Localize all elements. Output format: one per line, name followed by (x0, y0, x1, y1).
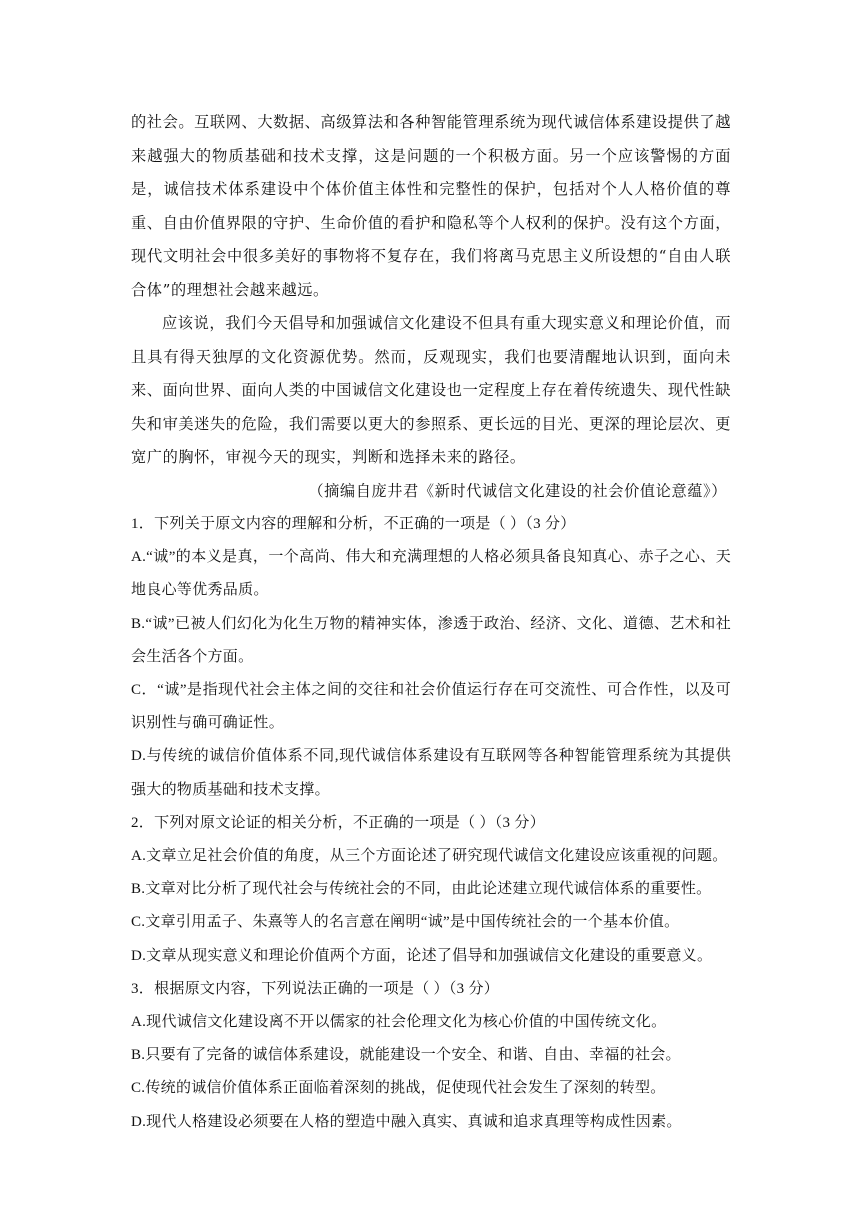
passage-paragraph-2: 应该说，我们今天倡导和加强诚信文化建设不但具有重大现实意义和理论价值，而且具有得天独厚的文化资源优势。然而，反观现实，我们也要清醒地认识到，面向未来、面向世界、面向人类的中国诚信文化建设也一定程度上存在着传统遗失、现代性缺失和审美迷失的危险，我们需要以更大的参照系、更长远的目光、更深的理论层次、更宽广的胸怀，审视今天的现实，判断和选择未来的路径。 (131, 314, 731, 466)
option-d: D.文章从现实意义和理论价值两个方面，论述了倡导和加强诚信文化建设的重要意义。 (131, 947, 713, 964)
option-c: C.传统的诚信价值体系正面临着深刻的挑战，促使现代社会发生了深刻的转型。 (131, 1080, 666, 1097)
option-d: D.与传统的诚信价值体系不同,现代诚信体系建设有互联网等各种智能管理系统为其提供强大的物质基础和技术支撑。 (131, 748, 731, 798)
question-1 (131, 508, 731, 807)
option-b: B.文章对比分析了现代社会与传统社会的不同，由此论述建立现代诚信体系的重要性。 (131, 881, 712, 898)
option-d: D.现代人格建设必须要在人格的塑造中融入真实、真诚和追求真理等构成性因素。 (131, 1113, 682, 1130)
question-3 (131, 973, 731, 1139)
question-stem: 1．下列关于原文内容的理解和分析，不正确的一项是（ ）（3 分） (131, 516, 576, 532)
document-page (131, 106, 731, 1139)
option-a: A.“诚”的本义是真，一个高尚、伟大和充满理想的人格必须具备良知真心、赤子之心、天地良心等优秀品质。 (131, 549, 731, 599)
question-2 (131, 807, 731, 973)
option-b: B.“诚”已被人们幻化为化生万物的精神实体，渗透于政治、经济、文化、道德、艺术和社会生活各个方面。 (131, 615, 731, 665)
passage-source: （摘编自庞井君《新时代诚信文化建设的社会价值论意蕴》） (308, 481, 727, 500)
option-c: C.文章引用孟子、朱熹等人的名言意在阐明“诚”是中国传统社会的一个基本价值。 (131, 914, 680, 931)
option-a: A.文章立足社会价值的角度，从三个方面论述了研究现代诚信文化建设应该重视的问题。 (131, 848, 728, 865)
passage-paragraph-1: 的社会。互联网、大数据、高级算法和各种智能管理系统为现代诚信体系建设提供了越来越强大的物质基础和技术支撑，这是问题的一个积极方面。另一个应该警惕的方面是，诚信技术体系建设中个体价值主体性和完整性的保护，包括对个人人格价值的尊重、自由价值界限的守护、生命价值的看护和隐私等个人权利的保护。没有这个方面，现代文明社会中很多美好的事物将不复存在，我们将离马克思主义所设想的“自由人联合体”的理想社会越来越远。 (131, 113, 731, 299)
question-stem: 3．根据原文内容，下列说法正确的一项是（ ）（3 分） (131, 980, 500, 997)
option-c: C．“诚”是指现代社会主体之间的交往和社会价值运行存在可交流性、可合作性，以及可识别性与确可确证性。 (131, 682, 731, 732)
question-stem: 2．下列对原文论证的相关分析，不正确的一项是（ ）（3 分） (131, 814, 546, 831)
option-b: B.只要有了完备的诚信体系建设，就能建设一个安全、和谐、自由、幸福的社会。 (131, 1047, 681, 1064)
option-a: A.现代诚信文化建设离不开以儒家的社会伦理文化为核心价值的中国传统文化。 (131, 1014, 667, 1031)
